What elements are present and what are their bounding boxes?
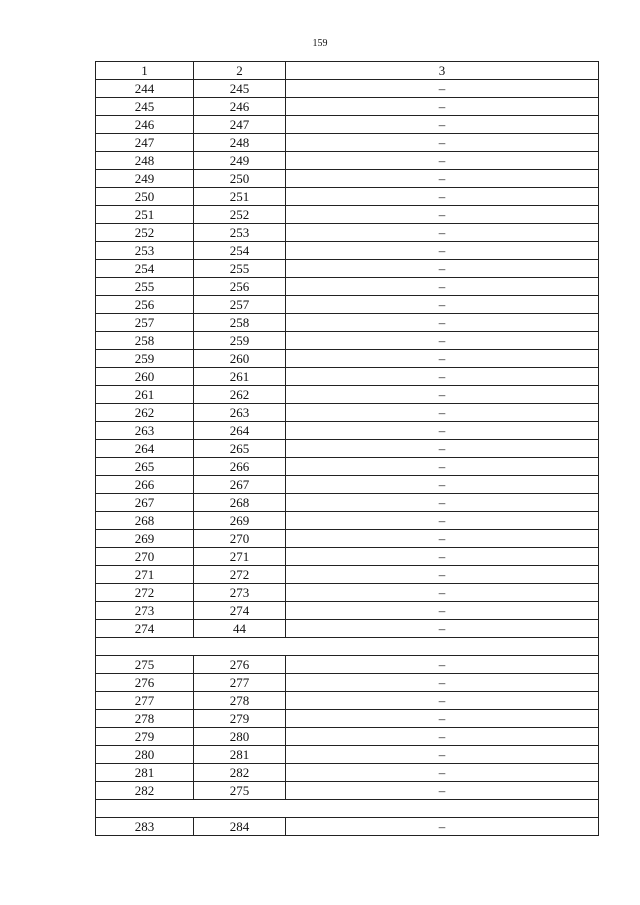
table-row (96, 134, 599, 152)
table-row (96, 512, 599, 530)
table-cell-col1: 247 (96, 134, 194, 152)
table-cell-col1: 258 (96, 332, 194, 350)
table-row (96, 296, 599, 314)
table-cell-col3: – (286, 80, 599, 98)
table-cell-col3: – (286, 692, 599, 710)
table-cell-col1: 252 (96, 224, 194, 242)
table-cell-col1: 255 (96, 278, 194, 296)
table-cell-col3: – (286, 584, 599, 602)
table-cell-col1: 282 (96, 782, 194, 800)
table-cell-col1: 257 (96, 314, 194, 332)
table-cell-col3: – (286, 116, 599, 134)
table-row (96, 674, 599, 692)
table-cell-col2: 255 (194, 260, 286, 278)
table-row (96, 188, 599, 206)
table-cell-col1: 261 (96, 386, 194, 404)
table-cell-col2: 276 (194, 656, 286, 674)
table-cell-col3: – (286, 278, 599, 296)
table-cell-col2: 260 (194, 350, 286, 368)
table-cell-col1: 283 (96, 818, 194, 836)
table-cell-col3: – (286, 152, 599, 170)
table-body (96, 62, 599, 836)
table-cell-col1: 268 (96, 512, 194, 530)
table-row (96, 818, 599, 836)
table-cell-col1: 270 (96, 548, 194, 566)
table-cell-col2: 267 (194, 476, 286, 494)
table-cell-col1: 276 (96, 674, 194, 692)
table-cell-col2: 266 (194, 458, 286, 476)
table-cell-col2: 258 (194, 314, 286, 332)
table-cell-col2: 278 (194, 692, 286, 710)
table-row (96, 206, 599, 224)
table-row (96, 314, 599, 332)
table-row (96, 494, 599, 512)
header-cell-2: 2 (194, 62, 286, 80)
table-row (96, 332, 599, 350)
table-cell-col2: 280 (194, 728, 286, 746)
table-cell-col1: 277 (96, 692, 194, 710)
table-cell-col1: 269 (96, 530, 194, 548)
table-cell-col3: – (286, 746, 599, 764)
table-cell-col3: – (286, 458, 599, 476)
table-cell-col3: – (286, 386, 599, 404)
table-cell-col3: – (286, 170, 599, 188)
table-header-row (96, 62, 599, 80)
table-cell-col1: 245 (96, 98, 194, 116)
table-cell-col3: – (286, 728, 599, 746)
table-cell-col3: – (286, 296, 599, 314)
table-row (96, 440, 599, 458)
table-cell-col1: 271 (96, 566, 194, 584)
table-cell-col2: 248 (194, 134, 286, 152)
table-cell-col1: 272 (96, 584, 194, 602)
table-cell-col2: 251 (194, 188, 286, 206)
table-row (96, 548, 599, 566)
table-cell-col3: – (286, 764, 599, 782)
table-cell-col3: – (286, 566, 599, 584)
header-cell-3: 3 (286, 62, 599, 80)
separator-cell (96, 800, 599, 818)
table-cell-col1: 249 (96, 170, 194, 188)
table-cell-col3: – (286, 422, 599, 440)
table-cell-col2: 256 (194, 278, 286, 296)
table-cell-col3: – (286, 368, 599, 386)
table-cell-col1: 266 (96, 476, 194, 494)
table-cell-col2: 279 (194, 710, 286, 728)
table-cell-col2: 272 (194, 566, 286, 584)
table-row (96, 170, 599, 188)
table-cell-col3: – (286, 476, 599, 494)
table-cell-col3: – (286, 548, 599, 566)
table-cell-col2: 245 (194, 80, 286, 98)
table-cell-col3: – (286, 656, 599, 674)
table-cell-col2: 269 (194, 512, 286, 530)
table-row (96, 350, 599, 368)
table-cell-col1: 281 (96, 764, 194, 782)
table-row (96, 260, 599, 278)
table-cell-col2: 259 (194, 332, 286, 350)
table-cell-col3: – (286, 314, 599, 332)
table-row (96, 620, 599, 638)
table-cell-col2: 254 (194, 242, 286, 260)
table-cell-col2: 264 (194, 422, 286, 440)
table-row (96, 746, 599, 764)
table-cell-col3: – (286, 350, 599, 368)
table-cell-col1: 280 (96, 746, 194, 764)
table-cell-col2: 270 (194, 530, 286, 548)
table-cell-col1: 279 (96, 728, 194, 746)
section-separator-row (96, 638, 599, 656)
table-row (96, 764, 599, 782)
table-cell-col3: – (286, 440, 599, 458)
table-cell-col2: 271 (194, 548, 286, 566)
table-cell-col3: – (286, 818, 599, 836)
table-cell-col2: 261 (194, 368, 286, 386)
table-cell-col2: 247 (194, 116, 286, 134)
table-cell-col3: – (286, 494, 599, 512)
table-cell-col3: – (286, 674, 599, 692)
table-cell-col2: 257 (194, 296, 286, 314)
table-cell-col2: 282 (194, 764, 286, 782)
table-cell-col2: 265 (194, 440, 286, 458)
table-row (96, 422, 599, 440)
table-cell-col2: 263 (194, 404, 286, 422)
table-cell-col3: – (286, 602, 599, 620)
table-cell-col1: 251 (96, 206, 194, 224)
table-row (96, 116, 599, 134)
table-cell-col1: 248 (96, 152, 194, 170)
table-row (96, 368, 599, 386)
table-cell-col2: 281 (194, 746, 286, 764)
table-cell-col1: 259 (96, 350, 194, 368)
table-cell-col2: 273 (194, 584, 286, 602)
table-cell-col2: 250 (194, 170, 286, 188)
table-row (96, 404, 599, 422)
table-cell-col1: 274 (96, 620, 194, 638)
table-row (96, 728, 599, 746)
table-row (96, 80, 599, 98)
table-row (96, 476, 599, 494)
table-cell-col1: 264 (96, 440, 194, 458)
data-table (95, 61, 599, 836)
table-cell-col3: – (286, 404, 599, 422)
table-cell-col2: 252 (194, 206, 286, 224)
table-row (96, 242, 599, 260)
table-cell-col1: 260 (96, 368, 194, 386)
table-cell-col3: – (286, 242, 599, 260)
table-cell-col3: – (286, 782, 599, 800)
table-cell-col1: 275 (96, 656, 194, 674)
table-cell-col3: – (286, 512, 599, 530)
separator-cell (96, 638, 599, 656)
table-row (96, 386, 599, 404)
table-cell-col2: 284 (194, 818, 286, 836)
table-cell-col3: – (286, 188, 599, 206)
table-cell-col3: – (286, 332, 599, 350)
table-cell-col2: 274 (194, 602, 286, 620)
table-row (96, 692, 599, 710)
table-cell-col1: 267 (96, 494, 194, 512)
table-cell-col3: – (286, 224, 599, 242)
table-cell-col2: 249 (194, 152, 286, 170)
table-cell-col1: 244 (96, 80, 194, 98)
table-cell-col1: 263 (96, 422, 194, 440)
table-cell-col3: – (286, 620, 599, 638)
table-cell-col1: 273 (96, 602, 194, 620)
table-cell-col1: 278 (96, 710, 194, 728)
table-cell-col2: 268 (194, 494, 286, 512)
table-cell-col2: 277 (194, 674, 286, 692)
table-cell-col2: 44 (194, 620, 286, 638)
table-cell-col2: 275 (194, 782, 286, 800)
table-row (96, 224, 599, 242)
table-cell-col1: 265 (96, 458, 194, 476)
table-cell-col1: 256 (96, 296, 194, 314)
table-row (96, 566, 599, 584)
table-cell-col3: – (286, 98, 599, 116)
table-cell-col1: 262 (96, 404, 194, 422)
table-row (96, 98, 599, 116)
table-row (96, 530, 599, 548)
table-cell-col3: – (286, 710, 599, 728)
table-cell-col2: 246 (194, 98, 286, 116)
table-row (96, 656, 599, 674)
table-cell-col1: 254 (96, 260, 194, 278)
table-cell-col3: – (286, 206, 599, 224)
table-row (96, 710, 599, 728)
header-cell-1: 1 (96, 62, 194, 80)
table-cell-col3: – (286, 134, 599, 152)
table-cell-col2: 253 (194, 224, 286, 242)
table-row (96, 782, 599, 800)
table-cell-col1: 253 (96, 242, 194, 260)
table-cell-col3: – (286, 530, 599, 548)
table-cell-col2: 262 (194, 386, 286, 404)
table-row (96, 458, 599, 476)
table-cell-col1: 246 (96, 116, 194, 134)
table-row (96, 278, 599, 296)
table-cell-col1: 250 (96, 188, 194, 206)
table-row (96, 584, 599, 602)
page-number: 159 (312, 38, 328, 49)
table-cell-col3: – (286, 260, 599, 278)
table-row (96, 602, 599, 620)
section-separator-row (96, 800, 599, 818)
table-row (96, 152, 599, 170)
